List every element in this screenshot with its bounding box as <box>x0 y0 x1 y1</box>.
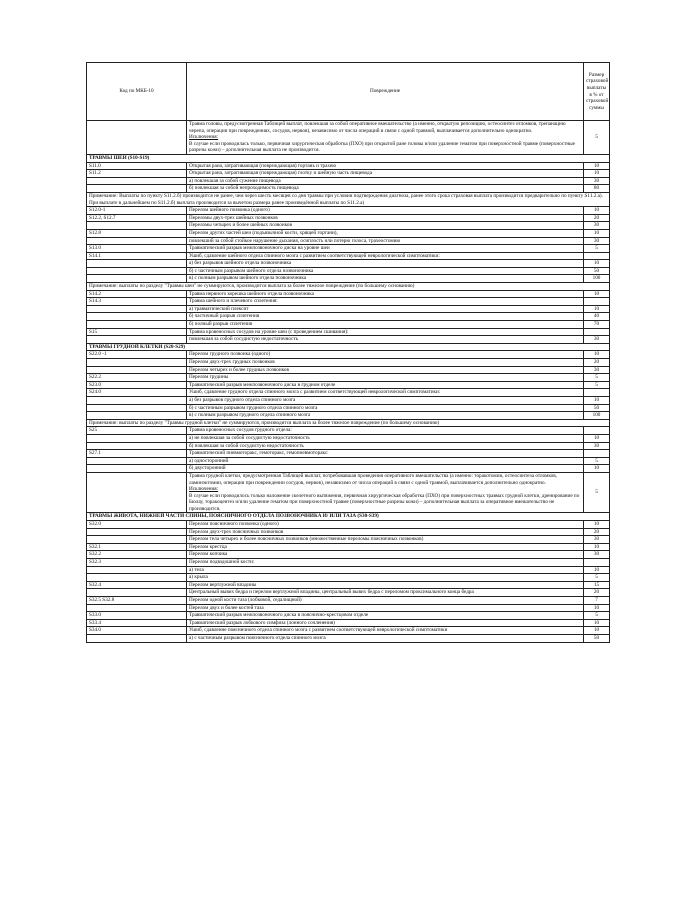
table-row <box>87 604 610 612</box>
chest-surgery-block <box>87 472 610 513</box>
head-block-exceptions: В случае если проводилась только, первичная хирургическая обработка (ПХО) при открытой ране головы и/или удаление гематом при поверхностной травме (поверхностные разрезы кожи) – дополнительная выплата не производится. <box>189 140 575 154</box>
note-text: Примечание: Выплаты по пункту S11.2.б) производится не ранее, чем через шесть месяцев со дня травмы при условии подтверждения диагноза, ранее этого срока страховая выплата производится предварительно по пункту S11.2.а). При выплате в дальнейшем по S11.2.б) выплата производится за вычетом размера ранее произведённой выплаты по S11.2.а) <box>87 192 610 206</box>
section-header-row <box>87 154 610 162</box>
table-row <box>87 305 610 313</box>
table-row <box>87 252 610 260</box>
chest-block-intro: Травма грудной клетки, предусмотренная Таблицей выплат, потребовавшая проведения оперативного вмешательства (а именно: торакотомии, остеосинтеза отломков, ламинэктомии, операции при повреждении сосудов, нервов), независимо от числа операций в связи с одной травмой, выплачивается дополнительно однократно. <box>189 472 557 486</box>
head-injury-block <box>87 121 610 155</box>
table-cell-value: 10 <box>584 207 610 215</box>
table-cell-code <box>87 472 187 513</box>
head-block-intro: Травма головы, предусмотренная Таблицей выплат, повлекшая за собой оперативное вмешательство (а именно, открытую репозицию, остеосинтез отломков, трепанацию черепа, операции при повреждениях, сосудов, нервов), независимо от числа операций в связи с одной травмой, выплачивается дополнительно однократно. <box>189 121 566 134</box>
table-cell-value: 50 <box>584 267 610 275</box>
section-title: ТРАВМЫ ЖИВОТА, НИЖНЕЙ ЧАСТИ СПИНЫ, ПОЯСНИЧНОГО ОТДЕЛА ПОЗВОНОЧНИКА И/ ИЛИ ТАЗА (S30-S39) <box>87 513 610 521</box>
table-cell-code <box>87 434 187 442</box>
table-cell-injury: повлекший за собой стойкое нарушение дыхания, осиплость или потерю голоса, трахеостомию <box>187 237 584 245</box>
table-row <box>87 619 610 627</box>
table-cell-code: S11.2 <box>87 170 187 178</box>
table-cell-value: 10 <box>584 229 610 237</box>
table-cell-code: S13.0 <box>87 245 187 253</box>
table-cell-injury: Переломы четырех и более шейных позвонков <box>187 222 584 230</box>
table-cell-code <box>87 574 187 582</box>
table-row <box>87 162 610 170</box>
table-cell-value: 5 <box>584 612 610 620</box>
table-cell-code: S23.0 <box>87 381 187 389</box>
table-cell-injury: Травматический пневмоторакс, гемоторакс, гемопневмоторакс: <box>187 450 584 458</box>
table-cell-injury: Центральный вывих бедра и перелом вертлужной впадины, центральный вывих бедра с переломом проксимального конца бедра <box>187 589 584 597</box>
table-cell-injury: Травматический разрыв межпозвоночного диска в пояснично-крестцовом отделе <box>187 612 584 620</box>
table-cell-value: 30 <box>584 336 610 344</box>
table-cell-value: 10 <box>584 627 610 635</box>
table-row <box>87 328 610 336</box>
table-cell-injury: Ушиб, сдавление шейного отдела спинного мозга с развитием соответствующей неврологической симптоматики: <box>187 252 584 260</box>
section-title: ТРАВМЫ ШЕИ (S10-S19) <box>87 154 610 162</box>
table-cell-injury: а) тела <box>187 566 584 574</box>
table-row <box>87 442 610 450</box>
table-row <box>87 313 610 321</box>
table-cell-injury: а) не повлекшая за собой сосудистую недостаточность <box>187 434 584 442</box>
table-row <box>87 298 610 306</box>
table-cell-value: 10 <box>584 465 610 473</box>
table-cell-injury: а) повлекшая за собой сужение пищевода <box>187 177 584 185</box>
note-row <box>87 192 610 206</box>
table-row <box>87 351 610 359</box>
table-cell-injury: Перелом двух и более костей таза <box>187 604 584 612</box>
table-cell-injury <box>187 121 584 155</box>
table-cell-value: 80 <box>584 185 610 193</box>
table-row <box>87 465 610 473</box>
table-cell-value: 10 <box>584 521 610 529</box>
table-cell-code <box>87 267 187 275</box>
table-cell-injury: а) с частичным разрывом поясничного отдела спинного мозга <box>187 634 584 642</box>
table-cell-code: S22.2 <box>87 374 187 382</box>
table-cell-injury: Перелом тела четырех и более поясничных позвонков (множественные переломы поясничных позвонков) <box>187 536 584 544</box>
table-cell-injury: в) с полным разрывом шейного отдела позвоночника <box>187 275 584 283</box>
table-cell-code <box>87 222 187 230</box>
table-row <box>87 381 610 389</box>
table-cell-code: S25 <box>87 427 187 435</box>
header-injury: Повреждение <box>187 63 584 121</box>
table-cell-injury: в) с полным разрывом грудного отдела спинного мозга <box>187 412 584 420</box>
table-cell-value: 30 <box>584 366 610 374</box>
injury-payment-table <box>86 62 610 643</box>
table-cell-code: S33.0 <box>87 612 187 620</box>
table-row <box>87 574 610 582</box>
insurance-table-page <box>86 62 610 643</box>
table-row <box>87 559 610 567</box>
table-cell-value: 10 <box>584 543 610 551</box>
table-row <box>87 366 610 374</box>
table-row <box>87 597 610 605</box>
table-row <box>87 229 610 237</box>
table-cell-injury: Перелом двух-трех поясничных позвонков <box>187 528 584 536</box>
table-cell-value: 5 <box>584 245 610 253</box>
table-cell-value: 5 <box>584 472 610 513</box>
table-cell-value: 30 <box>584 442 610 450</box>
table-cell-value: 30 <box>584 536 610 544</box>
table-cell-value: 10 <box>584 162 610 170</box>
table-cell-injury: б) частичный разрыв сплетения <box>187 313 584 321</box>
table-cell-injury: а) односторонний <box>187 457 584 465</box>
table-cell-injury: Ушиб, сдавление поясничного отдела спинного мозга с развитием соответствующей неврологической симптоматики <box>187 627 584 635</box>
table-cell-injury: б) повлекшая за собой сосудистую недостаточность <box>187 442 584 450</box>
table-cell-injury: Перелом других частей шеи (подъязычной кости, хрящей гортани), <box>187 229 584 237</box>
table-cell-injury: Перелом вертлужной впадины <box>187 581 584 589</box>
table-cell-value <box>584 298 610 306</box>
table-cell-value: 10 <box>584 260 610 268</box>
table-cell-code <box>87 536 187 544</box>
table-cell-code <box>87 237 187 245</box>
table-cell-injury: Перелом четырех и более грудных позвонков <box>187 366 584 374</box>
table-cell-code: S14.1 <box>87 252 187 260</box>
table-cell-injury: Травматический разрыв межпозвоночного диска на уровне шеи <box>187 245 584 253</box>
note-row <box>87 283 610 291</box>
table-cell-value: 50 <box>584 634 610 642</box>
table-row <box>87 589 610 597</box>
table-cell-injury: Травматический разрыв лобкового симфиза (лонного сочленения) <box>187 619 584 627</box>
header-code: Код по МКБ-10 <box>87 63 187 121</box>
table-row <box>87 412 610 420</box>
table-cell-code <box>87 177 187 185</box>
table-row <box>87 404 610 412</box>
table-cell-value: 5 <box>584 374 610 382</box>
table-cell-value: 30 <box>584 222 610 230</box>
table-cell-value: 7 <box>584 597 610 605</box>
table-cell-injury: б) с частичным разрывом грудного отдела спинного мозга <box>187 404 584 412</box>
table-cell-value <box>584 252 610 260</box>
table-cell-code: S15 <box>87 328 187 336</box>
header-payment: Размер страховой выплаты в % от страховой суммы <box>584 63 610 121</box>
table-cell-injury: Травма кровеносных сосудов грудного отдела: <box>187 427 584 435</box>
table-cell-code: S12.2, S12.7 <box>87 214 187 222</box>
table-cell-value: 10 <box>584 604 610 612</box>
table-cell-injury: Перелом поясничного позвонка (одного) <box>187 521 584 529</box>
table-cell-code: S33.4 <box>87 619 187 627</box>
note-text: Примечание: выплаты по разделу "Травмы шеи" не суммируются, производится выплата за более тяжелое повреждение (по большему основанию) <box>87 283 610 291</box>
table-cell-code: S14.2 <box>87 290 187 298</box>
table-cell-value: 10 <box>584 566 610 574</box>
table-cell-code: S24.0 <box>87 389 187 397</box>
table-cell-code: S12.0-1 <box>87 207 187 215</box>
table-cell-value: 10 <box>584 351 610 359</box>
table-cell-injury: Открытая рана, затрагивающая (повреждающая) гортань и трахею <box>187 162 584 170</box>
table-row <box>87 528 610 536</box>
table-cell-injury: повлекшая за собой сосудистую недостаточность <box>187 336 584 344</box>
table-row <box>87 207 610 215</box>
table-cell-value: 20 <box>584 214 610 222</box>
table-row <box>87 566 610 574</box>
table-row <box>87 290 610 298</box>
table-cell-code <box>87 321 187 329</box>
table-cell-code <box>87 566 187 574</box>
table-cell-injury: Перелом крестца <box>187 543 584 551</box>
table-cell-code: S32.3 <box>87 559 187 567</box>
table-cell-value: 5 <box>584 121 610 155</box>
table-row <box>87 359 610 367</box>
table-row <box>87 260 610 268</box>
table-cell-value: 10 <box>584 170 610 178</box>
chest-block-exceptions-label: Исключения: <box>189 486 219 493</box>
table-cell-injury: Травма кровеносных сосудов на уровне шеи (с проведением сшивания): <box>187 328 584 336</box>
table-cell-code <box>87 336 187 344</box>
table-cell-code: S32.4 <box>87 581 187 589</box>
table-row <box>87 214 610 222</box>
table-cell-injury: б) двусторонний <box>187 465 584 473</box>
table-row <box>87 336 610 344</box>
table-cell-code: S27.1 <box>87 450 187 458</box>
table-cell-code <box>87 396 187 404</box>
table-cell-value <box>584 450 610 458</box>
table-row <box>87 321 610 329</box>
table-row <box>87 536 610 544</box>
table-cell-code: S11.0 <box>87 162 187 170</box>
table-cell-value: 30 <box>584 237 610 245</box>
table-cell-injury: Переломы двух-трех шейных позвонков <box>187 214 584 222</box>
table-cell-injury: Открытая рана, затрагивающая (повреждающая) глотку и шейную часть пищевода <box>187 170 584 178</box>
table-row <box>87 521 610 529</box>
head-block-exceptions-label: Исключения: <box>189 134 219 141</box>
table-row <box>87 245 610 253</box>
table-cell-code <box>87 528 187 536</box>
table-cell-value: 40 <box>584 313 610 321</box>
table-cell-code <box>87 404 187 412</box>
table-cell-value: 5 <box>584 457 610 465</box>
table-row <box>87 374 610 382</box>
table-cell-injury: б) полный разрыв сплетения <box>187 321 584 329</box>
table-cell-injury: Перелом грудины <box>187 374 584 382</box>
note-row <box>87 419 610 427</box>
table-cell-code: S12.8 <box>87 229 187 237</box>
table-cell-value: 30 <box>584 177 610 185</box>
table-cell-code <box>87 185 187 193</box>
table-cell-code: S32.1 <box>87 543 187 551</box>
table-row <box>87 634 610 642</box>
table-row <box>87 275 610 283</box>
table-cell-value: 70 <box>584 321 610 329</box>
table-row <box>87 627 610 635</box>
table-row <box>87 612 610 620</box>
table-cell-value: 10 <box>584 396 610 404</box>
table-cell-value: 50 <box>584 404 610 412</box>
chest-block-exceptions: В случае если проводилось только наложение скелетного вытяжения, первичная хирургическая обработка (ПХО) при поверхностных травмах грудной клетки, дренирование по Бюлау, торакоцентез и/или удаление гематом при поверхностной травме (поверхностные разрезы кожи) – дополнительная выплата за оперативное вмешательство не производится. <box>189 492 580 512</box>
table-cell-injury: Перелом одной кости таза (лобковой, седалищной) <box>187 597 584 605</box>
table-cell-value <box>584 389 610 397</box>
table-row <box>87 450 610 458</box>
table-cell-value: 10 <box>584 290 610 298</box>
table-cell-injury: Перелом подвздошной кости: <box>187 559 584 567</box>
table-row <box>87 543 610 551</box>
section-header-row <box>87 513 610 521</box>
table-row <box>87 434 610 442</box>
table-cell-injury: Травматический разрыв межпозвоночного диска в грудном отделе <box>187 381 584 389</box>
table-row <box>87 222 610 230</box>
table-cell-injury: б) повлекшая за собой непроходимость пищевода <box>187 185 584 193</box>
table-cell-code <box>87 305 187 313</box>
table-cell-injury: а) травматический плексит <box>187 305 584 313</box>
table-cell-code <box>87 412 187 420</box>
table-cell-code <box>87 313 187 321</box>
table-row <box>87 551 610 559</box>
table-row <box>87 267 610 275</box>
table-cell-code <box>87 121 187 155</box>
table-cell-code <box>87 465 187 473</box>
table-cell-value: 100 <box>584 412 610 420</box>
table-cell-code <box>87 366 187 374</box>
table-cell-injury: Перелом копчика <box>187 551 584 559</box>
table-cell-injury: а) без разрывов шейного отдела позвоночника <box>187 260 584 268</box>
table-cell-injury: Ушиб, сдавление грудного отдела спинного мозга с развитием соответствующей неврологической симптоматики: <box>187 389 584 397</box>
table-row <box>87 427 610 435</box>
table-row <box>87 237 610 245</box>
table-cell-injury: Перелом грудного позвонка (одного) <box>187 351 584 359</box>
note-text: Примечание: выплаты по разделу "Травмы грудной клетки" не суммируются, производится выплата за более тяжелое повреждение (по большему основанию) <box>87 419 610 427</box>
section-title: ТРАВМЫ ГРУДНОЙ КЛЕТКИ (S20-S29) <box>87 343 610 351</box>
table-cell-value: 5 <box>584 574 610 582</box>
table-cell-injury: Перелом шейного позвонка (одного) <box>187 207 584 215</box>
table-cell-value: 20 <box>584 359 610 367</box>
table-cell-injury: Травма шейного и плечевого сплетения: <box>187 298 584 306</box>
table-cell-code <box>87 359 187 367</box>
section-header-row <box>87 343 610 351</box>
table-cell-value: 20 <box>584 528 610 536</box>
table-row <box>87 185 610 193</box>
table-cell-value <box>584 328 610 336</box>
table-row <box>87 457 610 465</box>
table-cell-injury <box>187 472 584 513</box>
table-cell-code <box>87 260 187 268</box>
table-cell-injury: Травма нервного корешка шейного отдела позвоночника <box>187 290 584 298</box>
table-cell-code <box>87 442 187 450</box>
table-cell-injury: а) без разрывов грудного отдела спинного мозга <box>187 396 584 404</box>
table-cell-value: 20 <box>584 589 610 597</box>
table-header-row <box>87 63 610 121</box>
table-cell-code: S32.0 <box>87 521 187 529</box>
table-row <box>87 170 610 178</box>
table-cell-code <box>87 604 187 612</box>
table-cell-value: 100 <box>584 275 610 283</box>
table-cell-code: S14.3 <box>87 298 187 306</box>
table-cell-code <box>87 275 187 283</box>
table-cell-code <box>87 589 187 597</box>
table-cell-code: S32.2 <box>87 551 187 559</box>
table-cell-code: S34.0 <box>87 627 187 635</box>
table-cell-code: S22.0 -1 <box>87 351 187 359</box>
table-cell-value: 10 <box>584 434 610 442</box>
table-cell-value <box>584 559 610 567</box>
table-cell-value: 15 <box>584 581 610 589</box>
table-row <box>87 177 610 185</box>
table-cell-code: S32.5 S32.8 <box>87 597 187 605</box>
table-cell-value: 10 <box>584 619 610 627</box>
table-row <box>87 389 610 397</box>
table-cell-value: 30 <box>584 551 610 559</box>
table-cell-value: 10 <box>584 305 610 313</box>
table-row <box>87 396 610 404</box>
table-cell-code <box>87 634 187 642</box>
table-cell-value: 5 <box>584 381 610 389</box>
table-cell-injury: а) крыла <box>187 574 584 582</box>
table-row <box>87 581 610 589</box>
table-cell-injury: б) с частичным разрывом шейного отдела позвоночника <box>187 267 584 275</box>
table-cell-injury: Перелом двух-трех грудных позвонков <box>187 359 584 367</box>
table-cell-value <box>584 427 610 435</box>
table-cell-code <box>87 457 187 465</box>
